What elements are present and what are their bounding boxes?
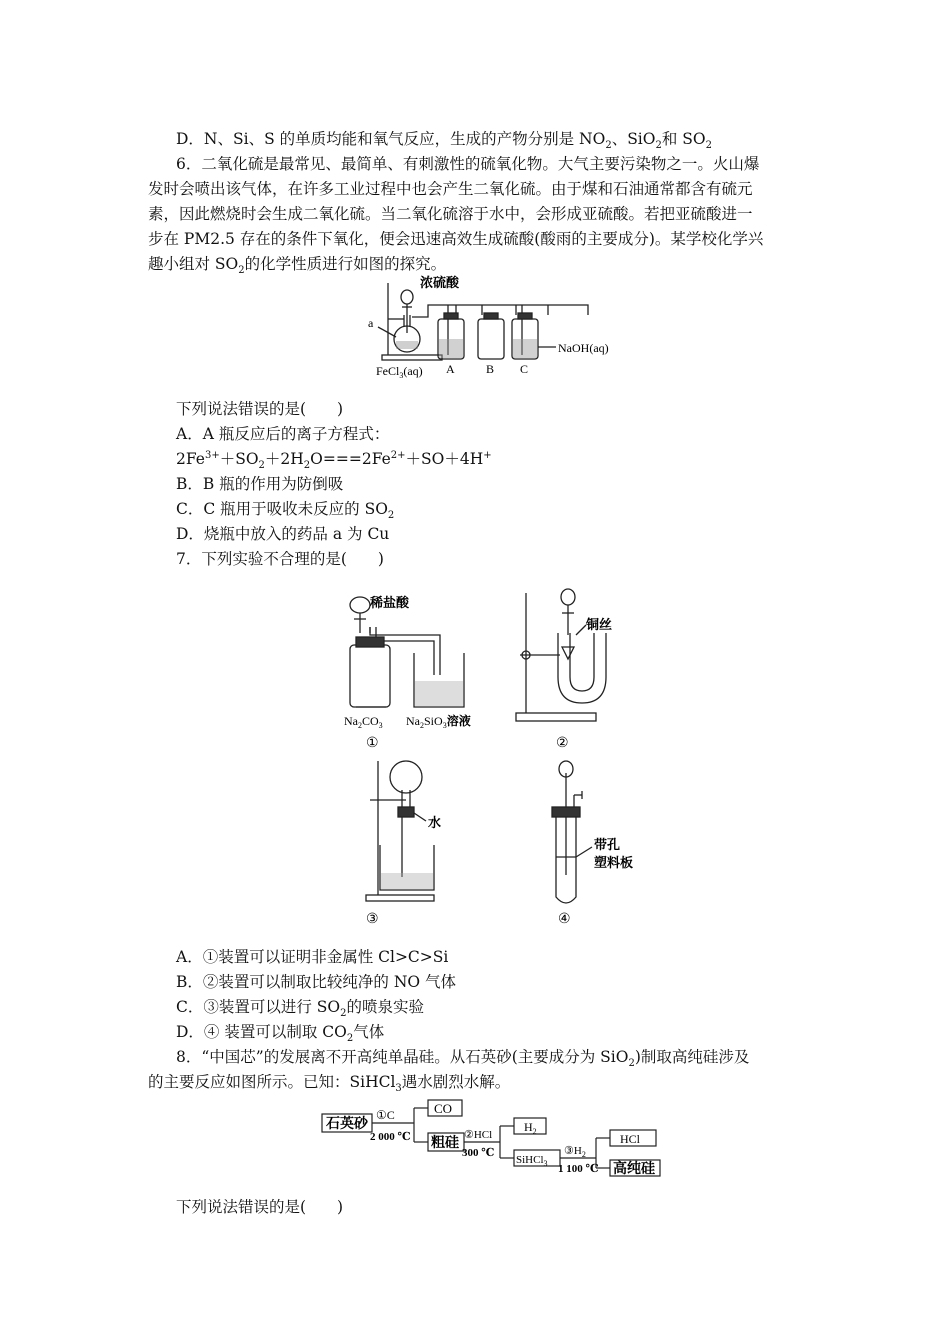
q6-option-b: B．B 瓶的作用为防倒吸	[176, 475, 344, 493]
q8-flow-diagram	[320, 1096, 665, 1178]
step-3-reagent: $③H_2$	[564, 1145, 586, 1159]
na2co3-label: $Na_2CO_3$	[344, 714, 383, 730]
q6-equation: $2Fe^{3+}+SO_2+2H_2O===2Fe^{2+}+SO+4H^+$	[176, 449, 492, 472]
q5-option-d: D．N、Si、S 的单质均能和氧气反应，生成的产物分别是 $NO_2$、SiO$_2$和 $SO_2$	[176, 130, 712, 152]
setup-2-number: ②	[556, 736, 569, 751]
q6-option-d: D．烧瓶中放入的药品 a 为 Cu	[176, 525, 390, 543]
na2sio3-label: $Na_2SiO_3$溶液	[406, 714, 471, 730]
perforated-label-1: 带孔	[594, 837, 621, 852]
co-box: CO	[434, 1101, 453, 1116]
q6-option-c: C．C 瓶用于吸收未反应的 $SO_2$	[176, 500, 395, 522]
q6-question: 下列说法错误的是( )	[176, 400, 344, 418]
q8-stem-line-1: 8．“中国芯”的发展离不开高纯单晶硅。从石英砂(主要成分为 SiO$_2$)制取高纯硅涉及	[176, 1048, 750, 1070]
q7-option-b: B．②装置可以制取比较纯净的 NO 气体	[176, 973, 457, 991]
copper-wire-label: 铜丝	[586, 617, 613, 632]
q7-apparatus-figure	[330, 585, 650, 930]
bottle-c-label: C	[520, 362, 529, 376]
setup-1-number: ①	[366, 736, 379, 751]
crude-si-box: 粗硅	[431, 1136, 459, 1151]
step-2-temp: 300 ℃	[462, 1147, 495, 1159]
dilute-hcl-label: 稀盐酸	[370, 595, 410, 610]
q7-option-c: C．③装置可以进行 $SO_2$的喷泉实验	[176, 998, 425, 1020]
q8-stem-line-2: 的主要反应如图所示。已知：SiHCl$_3$遇水剧烈水解。	[148, 1073, 511, 1095]
step-1-reagent: ①C	[376, 1108, 395, 1122]
setup-3-number: ③	[366, 912, 379, 927]
step-2-reagent: ②HCl	[464, 1129, 493, 1141]
perforated-label-2: 塑料板	[594, 855, 634, 870]
step-1-temp: 2 000 ℃	[370, 1131, 411, 1143]
setup-4-number: ④	[558, 912, 571, 927]
conc-sulfuric-acid-label: 浓硫酸	[420, 275, 460, 290]
quartz-sand-box: 石英砂	[326, 1117, 368, 1132]
fecl3-label: FeCl$_3$(aq)	[376, 364, 423, 380]
water-label: 水	[428, 815, 442, 830]
q7-question: 7．下列实验不合理的是( )	[176, 550, 384, 568]
h2-box: $H_2$	[524, 1120, 537, 1136]
bottle-a-label: A	[446, 362, 455, 376]
bottle-b-label: B	[486, 362, 495, 376]
q8-question: 下列说法错误的是( )	[176, 1198, 344, 1216]
reagent-a-label: a	[368, 316, 374, 330]
q6-stem-line-5: 趣小组对 $SO_2$的化学性质进行如图的探究。	[148, 255, 447, 277]
q6-stem-line-3: 素，因此燃烧时会生成二氧化硫。当二氧化硫溶于水中，会形成亚硫酸。若把亚硫酸进一	[148, 205, 753, 223]
q6-stem-line-2: 发时会喷出该气体，在许多工业过程中也会产生二氧化硫。由于煤和石油通常都含有硫元	[148, 180, 753, 198]
q6-apparatus-figure	[360, 275, 640, 387]
step-3-temp: 1 100 ℃	[558, 1163, 599, 1175]
q7-option-a: A．①装置可以证明非金属性 Cl>C>Si	[176, 948, 449, 966]
q7-option-d: D．④ 装置可以制取 $CO_2$气体	[176, 1023, 385, 1045]
sihcl3-box: SiHCl$_3$	[516, 1154, 548, 1168]
q6-stem-line-4: 步在 PM2.5 存在的条件下氧化，便会迅速高效生成硫酸(酸雨的主要成分)。某学校化学兴	[148, 230, 764, 248]
naoh-label: NaOH(aq)	[558, 341, 609, 355]
pure-si-box: 高纯硅	[613, 1162, 655, 1177]
q6-stem-line-1: 6．二氧化硫是最常见、最简单、有刺激性的硫氧化物。大气主要污染物之一。火山爆	[176, 155, 760, 173]
hcl-box: HCl	[620, 1132, 641, 1146]
q6-option-a: A．A 瓶反应后的离子方程式：	[176, 425, 390, 443]
